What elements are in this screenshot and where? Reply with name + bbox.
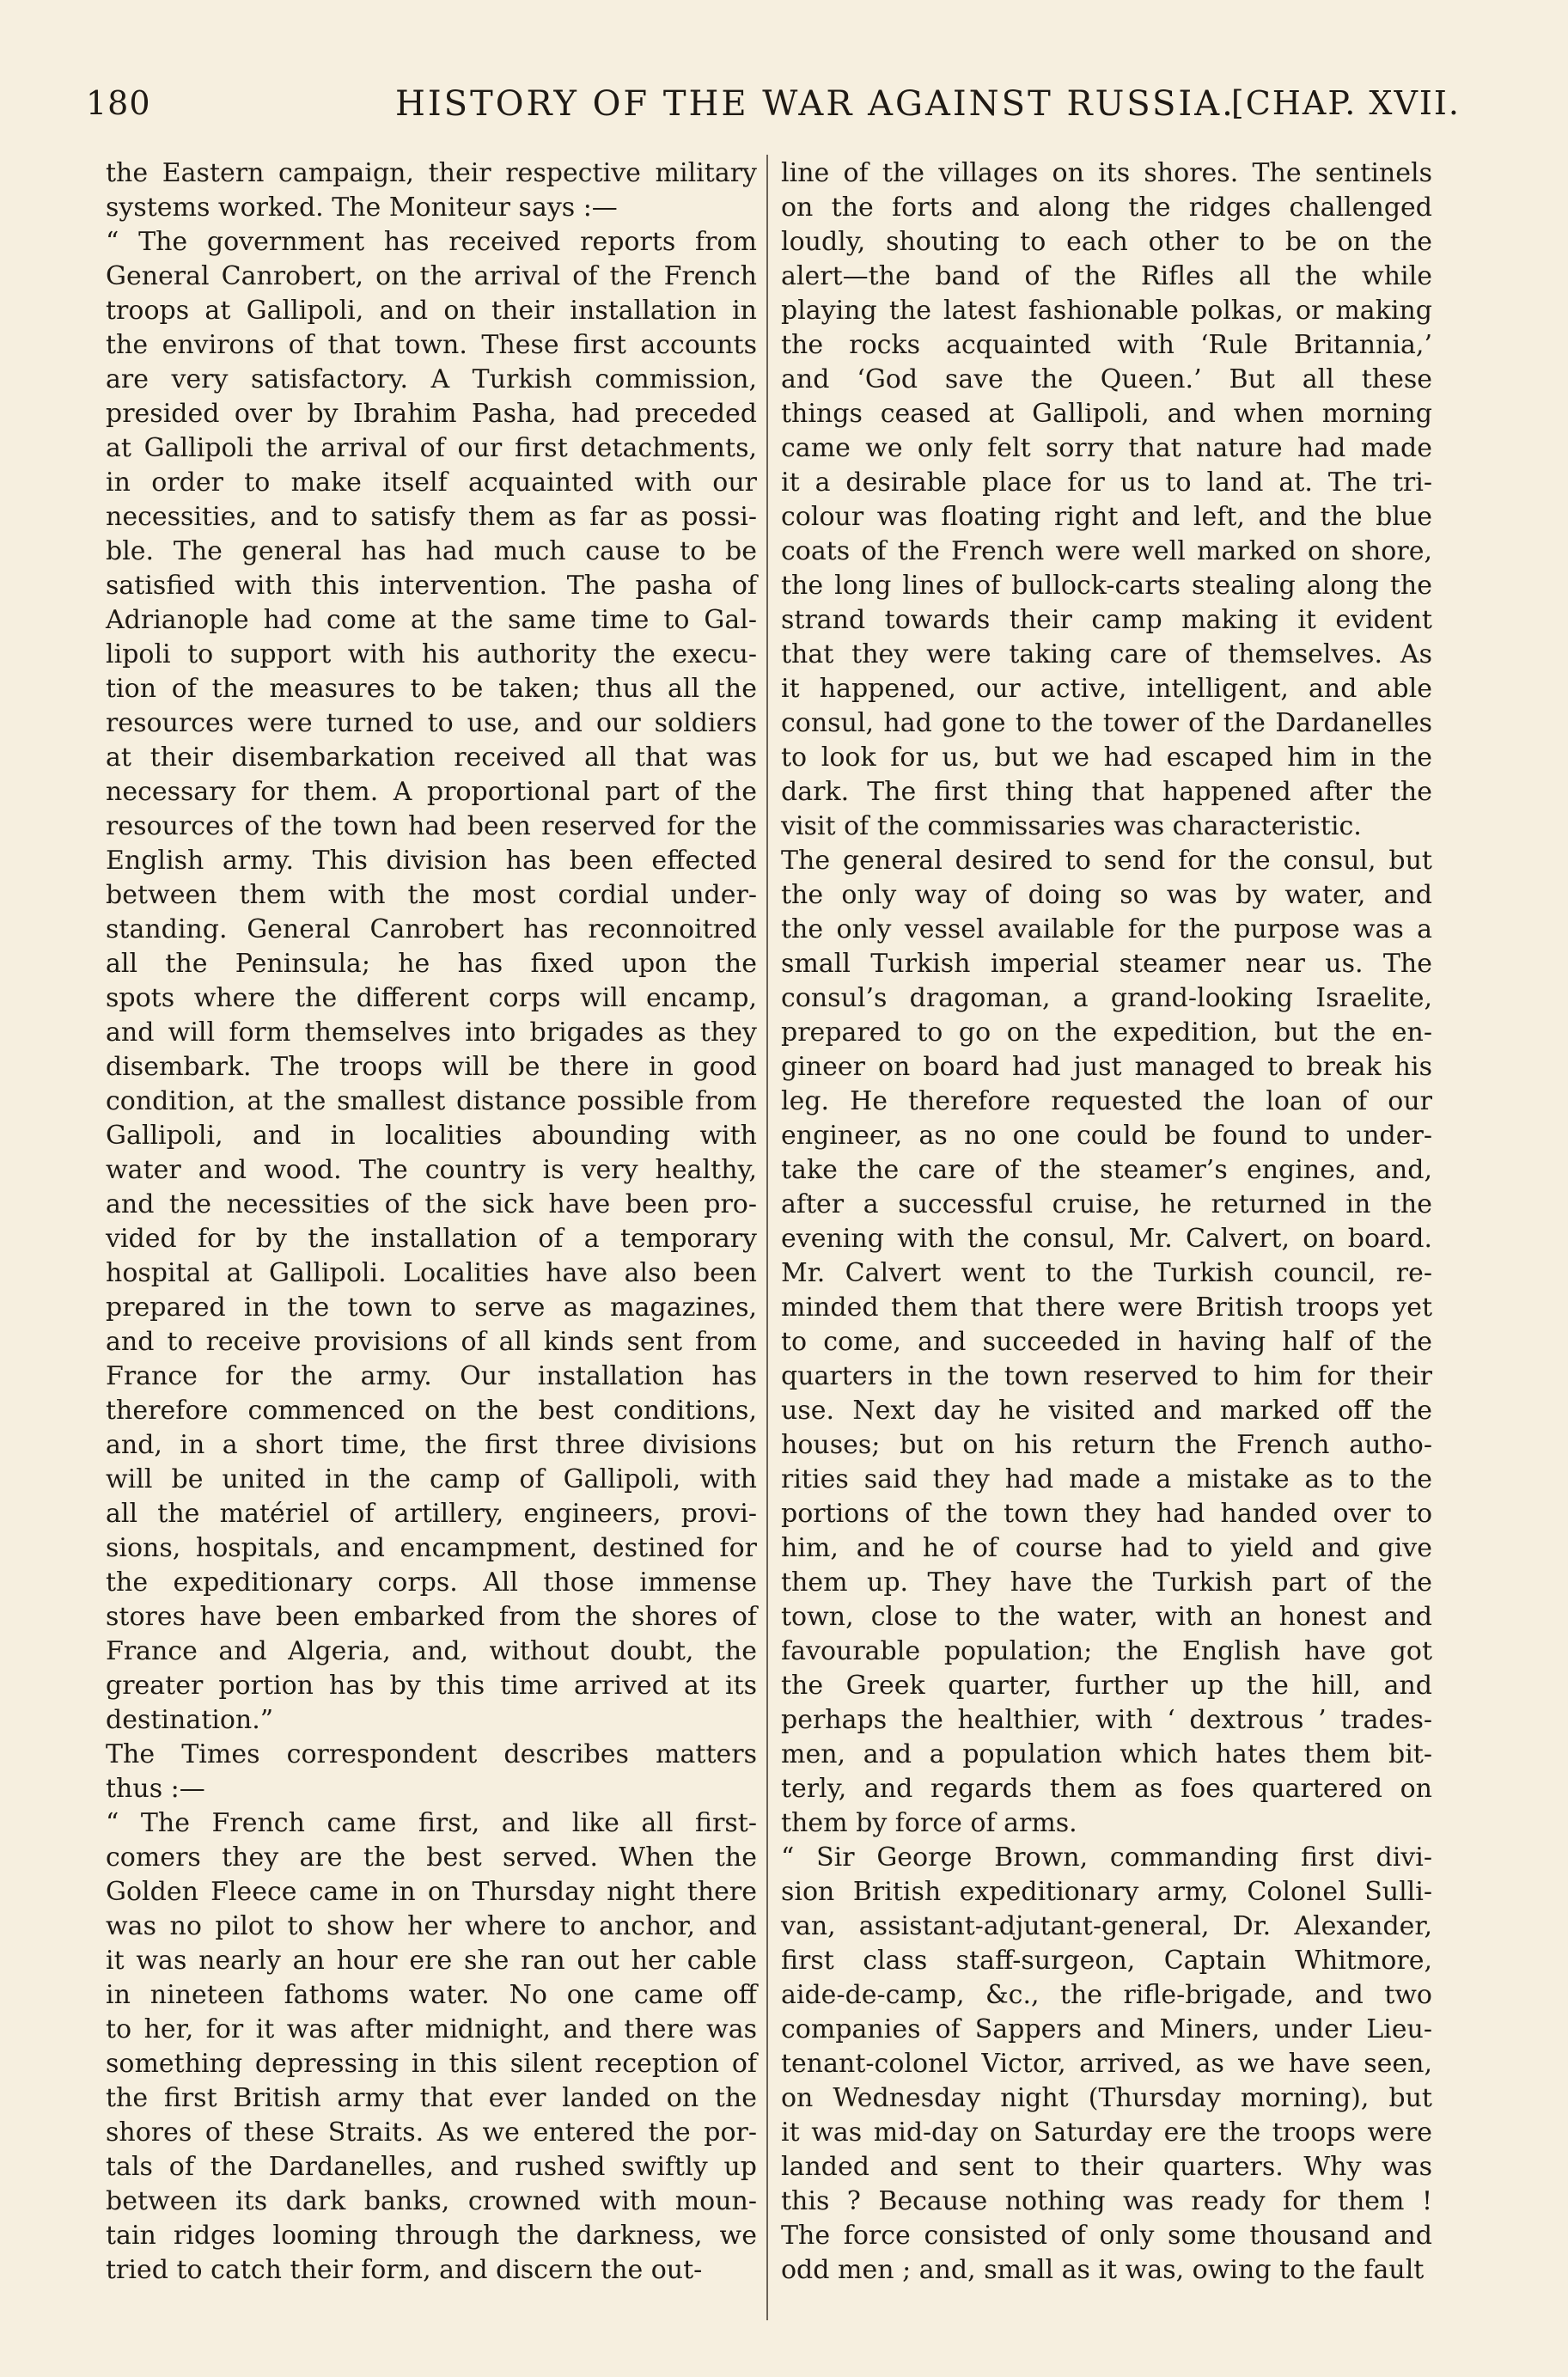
text-line: hospital at Gallipoli. Localities have also been — [106, 1258, 757, 1288]
text-line: portions of the town they had handed over to — [781, 1499, 1432, 1529]
text-line: General Canrobert, on the arrival of the French — [106, 261, 757, 291]
text-line: this ? Because nothing was ready for them ! — [781, 2186, 1432, 2216]
text-line: stores have been embarked from the shores of — [106, 1602, 757, 1632]
text-line: quarters in the town reserved to him for their — [781, 1361, 1432, 1391]
text-line: to her, for it was after midnight, and there was — [106, 2014, 757, 2044]
text-line: satisfied with this intervention. The pasha of — [106, 571, 757, 601]
text-line: The Times correspondent describes matters — [106, 1739, 757, 1769]
left-text-column — [106, 156, 757, 2288]
right-text-column — [781, 156, 1432, 2288]
text-line: therefore commenced on the best conditions, — [106, 1396, 757, 1426]
text-line: use. Next day he visited and marked off the — [781, 1396, 1432, 1426]
text-line: sions, hospitals, and encampment, destined for — [106, 1533, 757, 1563]
text-line: the Eastern campaign, their respective military — [106, 158, 757, 188]
text-line: the long lines of bullock-carts stealing along the — [781, 571, 1432, 601]
text-line: tals of the Dardanelles, and rushed swiftly up — [106, 2152, 757, 2182]
text-line: was no pilot to show her where to anchor, and — [106, 1911, 757, 1941]
text-line: the first British army that ever landed on the — [106, 2083, 757, 2113]
text-line: destination.” — [106, 1705, 274, 1735]
text-line: the expeditionary corps. All those immense — [106, 1567, 757, 1598]
text-line: tenant-colonel Victor, arrived, as we have seen, — [781, 2049, 1432, 2079]
text-line: companies of Sappers and Miners, under Lieu- — [781, 2014, 1432, 2044]
text-line: visit of the commissaries was characteristic. — [781, 811, 1362, 841]
text-line: it a desirable place for us to land at. The tri- — [781, 467, 1432, 498]
text-line: in nineteen fathoms water. No one came off — [106, 1980, 757, 2010]
text-line: in order to make itself acquainted with our — [106, 467, 757, 498]
text-line: leg. He therefore requested the loan of our — [781, 1086, 1432, 1116]
text-line: landed and sent to their quarters. Why was — [781, 2152, 1432, 2182]
text-line: systems worked. The Moniteur says :— — [106, 192, 618, 223]
text-line: “ Sir George Brown, commanding first divi- — [781, 1842, 1432, 1873]
chapter-label: [CHAP. XVII. — [1230, 84, 1461, 122]
text-line: at their disembarkation received all that was — [106, 742, 757, 773]
text-line: France for the army. Our installation has — [106, 1361, 757, 1391]
text-line: engineer, as no one could be found to under- — [781, 1121, 1432, 1151]
text-line: to look for us, but we had escaped him in the — [781, 742, 1432, 773]
text-line: and will form themselves into brigades as they — [106, 1017, 757, 1048]
text-line: will be united in the camp of Gallipoli, with — [106, 1464, 757, 1494]
text-line: comers they are the best served. When the — [106, 1842, 757, 1873]
text-line: first class staff-surgeon, Captain Whitmore, — [781, 1946, 1432, 1976]
text-line: perhaps the healthier, with ‘ dextrous ’ trades- — [781, 1705, 1432, 1735]
text-line: necessities, and to satisfy them as far as possi- — [106, 502, 757, 532]
text-line: the environs of that town. These first accounts — [106, 330, 757, 360]
text-line: the only way of doing so was by water, and — [781, 880, 1432, 910]
text-line: spots where the different corps will encamp, — [106, 983, 757, 1013]
text-line: troops at Gallipoli, and on their installation in — [106, 296, 757, 326]
text-line: and the necessities of the sick have been pro- — [106, 1189, 757, 1219]
text-line: between its dark banks, crowned with moun- — [106, 2186, 757, 2216]
text-line: consul, had gone to the tower of the Dardanelles — [781, 708, 1432, 738]
text-line: presided over by Ibrahim Pasha, had preceded — [106, 399, 757, 429]
text-line: shores of these Straits. As we entered the por- — [106, 2117, 757, 2148]
text-line: “ The French came first, and like all first- — [106, 1808, 757, 1838]
text-line: them up. They have the Turkish part of the — [781, 1567, 1432, 1598]
text-line: “ The government has received reports from — [106, 227, 757, 257]
text-line: colour was floating right and left, and the blue — [781, 502, 1432, 532]
text-line: resources of the town had been reserved for the — [106, 811, 757, 841]
text-line: van, assistant-adjutant-general, Dr. Alexander, — [781, 1911, 1432, 1941]
text-line: that they were taking care of themselves. As — [781, 639, 1432, 669]
text-line: tion of the measures to be taken; thus all the — [106, 674, 757, 704]
text-line: aide-de-camp, &c., the rifle-brigade, and two — [781, 1980, 1432, 2010]
text-line: strand towards their camp making it evident — [781, 605, 1432, 635]
text-line: at Gallipoli the arrival of our first detachments, — [106, 433, 757, 463]
text-line: lipoli to support with his authority the execu- — [106, 639, 757, 669]
text-line: houses; but on his return the French autho- — [781, 1430, 1432, 1460]
text-line: Golden Fleece came in on Thursday night there — [106, 1877, 757, 1907]
text-line: town, close to the water, with an honest and — [781, 1602, 1432, 1632]
text-line: Adrianople had come at the same time to Gal- — [106, 605, 757, 635]
text-line: vided for by the installation of a temporary — [106, 1224, 757, 1254]
text-line: between them with the most cordial under- — [106, 880, 757, 910]
text-line: condition, at the smallest distance possible from — [106, 1086, 757, 1116]
text-line: thus :— — [106, 1774, 205, 1804]
text-line: and, in a short time, the first three divisions — [106, 1430, 757, 1460]
column-divider — [766, 155, 768, 2320]
text-line: alert—the band of the Rifles all the while — [781, 261, 1432, 291]
text-line: and to receive provisions of all kinds sent from — [106, 1327, 757, 1357]
text-line: tried to catch their form, and discern the out- — [106, 2255, 703, 2285]
text-line: greater portion has by this time arrived at its — [106, 1671, 757, 1701]
text-line: small Turkish imperial steamer near us. The — [781, 949, 1432, 979]
text-line: on Wednesday night (Thursday morning), but — [781, 2083, 1432, 2113]
text-line: minded them that there were British troops yet — [781, 1292, 1432, 1323]
text-line: them by force of arms. — [781, 1808, 1077, 1838]
text-line: France and Algeria, and, without doubt, the — [106, 1636, 757, 1666]
text-line: sion British expeditionary army, Colonel Sulli- — [781, 1877, 1432, 1907]
text-line: the rocks acquainted with ‘Rule Britannia,’ — [781, 330, 1432, 360]
text-line: after a successful cruise, he returned in the — [781, 1189, 1432, 1219]
text-line: it was mid-day on Saturday ere the troops were — [781, 2117, 1432, 2148]
text-line: him, and he of course had to yield and give — [781, 1533, 1432, 1563]
text-line: water and wood. The country is very healthy, — [106, 1155, 757, 1185]
text-line: loudly, shouting to each other to be on the — [781, 227, 1432, 257]
text-line: coats of the French were well marked on shore, — [781, 536, 1432, 566]
text-line: disembark. The troops will be there in good — [106, 1052, 757, 1082]
text-line: Mr. Calvert went to the Turkish council, re- — [781, 1258, 1432, 1288]
text-line: things ceased at Gallipoli, and when morning — [781, 399, 1432, 429]
text-line: all the Peninsula; he has fixed upon the — [106, 949, 757, 979]
text-line: ble. The general has had much cause to be — [106, 536, 757, 566]
text-line: terly, and regards them as foes quartered on — [781, 1774, 1432, 1804]
text-line: necessary for them. A proportional part of the — [106, 777, 757, 807]
text-line: it happened, our active, intelligent, and able — [781, 674, 1432, 704]
text-line: standing. General Canrobert has reconnoitred — [106, 914, 757, 944]
text-line: it was nearly an hour ere she ran out her cable — [106, 1946, 757, 1976]
text-line: men, and a population which hates them bit- — [781, 1739, 1432, 1769]
text-line: evening with the consul, Mr. Calvert, on board. — [781, 1224, 1432, 1254]
text-line: tain ridges looming through the darkness, we — [106, 2221, 757, 2251]
text-line: came we only felt sorry that nature had made — [781, 433, 1432, 463]
text-line: English army. This division has been effected — [106, 846, 757, 876]
text-line: odd men ; and, small as it was, owing to the fault — [781, 2255, 1425, 2285]
text-line: on the forts and along the ridges challenged — [781, 192, 1432, 223]
text-line: and ‘God save the Queen.’ But all these — [781, 364, 1432, 394]
running-header — [86, 84, 1461, 136]
text-line: playing the latest fashionable polkas, or making — [781, 296, 1432, 326]
page-number: 180 — [86, 84, 151, 122]
text-line: take the care of the steamer’s engines, and, — [781, 1155, 1432, 1185]
text-line: The general desired to send for the consul, but — [781, 846, 1432, 876]
text-line: the only vessel available for the purpose was a — [781, 914, 1432, 944]
text-line: rities said they had made a mistake as to the — [781, 1464, 1432, 1494]
text-line: The force consisted of only some thousand and — [781, 2221, 1432, 2251]
text-line: are very satisfactory. A Turkish commission, — [106, 364, 757, 394]
text-line: line of the villages on its shores. The sentinels — [781, 158, 1432, 188]
text-line: resources were turned to use, and our soldiers — [106, 708, 757, 738]
text-line: dark. The first thing that happened after the — [781, 777, 1432, 807]
text-line: something depressing in this silent reception of — [106, 2049, 757, 2079]
text-line: favourable population; the English have got — [781, 1636, 1432, 1666]
text-line: gineer on board had just managed to break his — [781, 1052, 1432, 1082]
text-line: prepared in the town to serve as magazines, — [106, 1292, 757, 1323]
text-line: the Greek quarter, further up the hill, and — [781, 1671, 1432, 1701]
text-line: consul’s dragoman, a grand-looking Israelite, — [781, 983, 1432, 1013]
running-title: HISTORY OF THE WAR AGAINST RUSSIA. — [395, 84, 1235, 124]
text-line: to come, and succeeded in having half of the — [781, 1327, 1432, 1357]
text-line: all the matériel of artillery, engineers, provi- — [106, 1499, 757, 1529]
text-line: prepared to go on the expedition, but the en- — [781, 1017, 1432, 1048]
text-line: Gallipoli, and in localities abounding with — [106, 1121, 757, 1151]
